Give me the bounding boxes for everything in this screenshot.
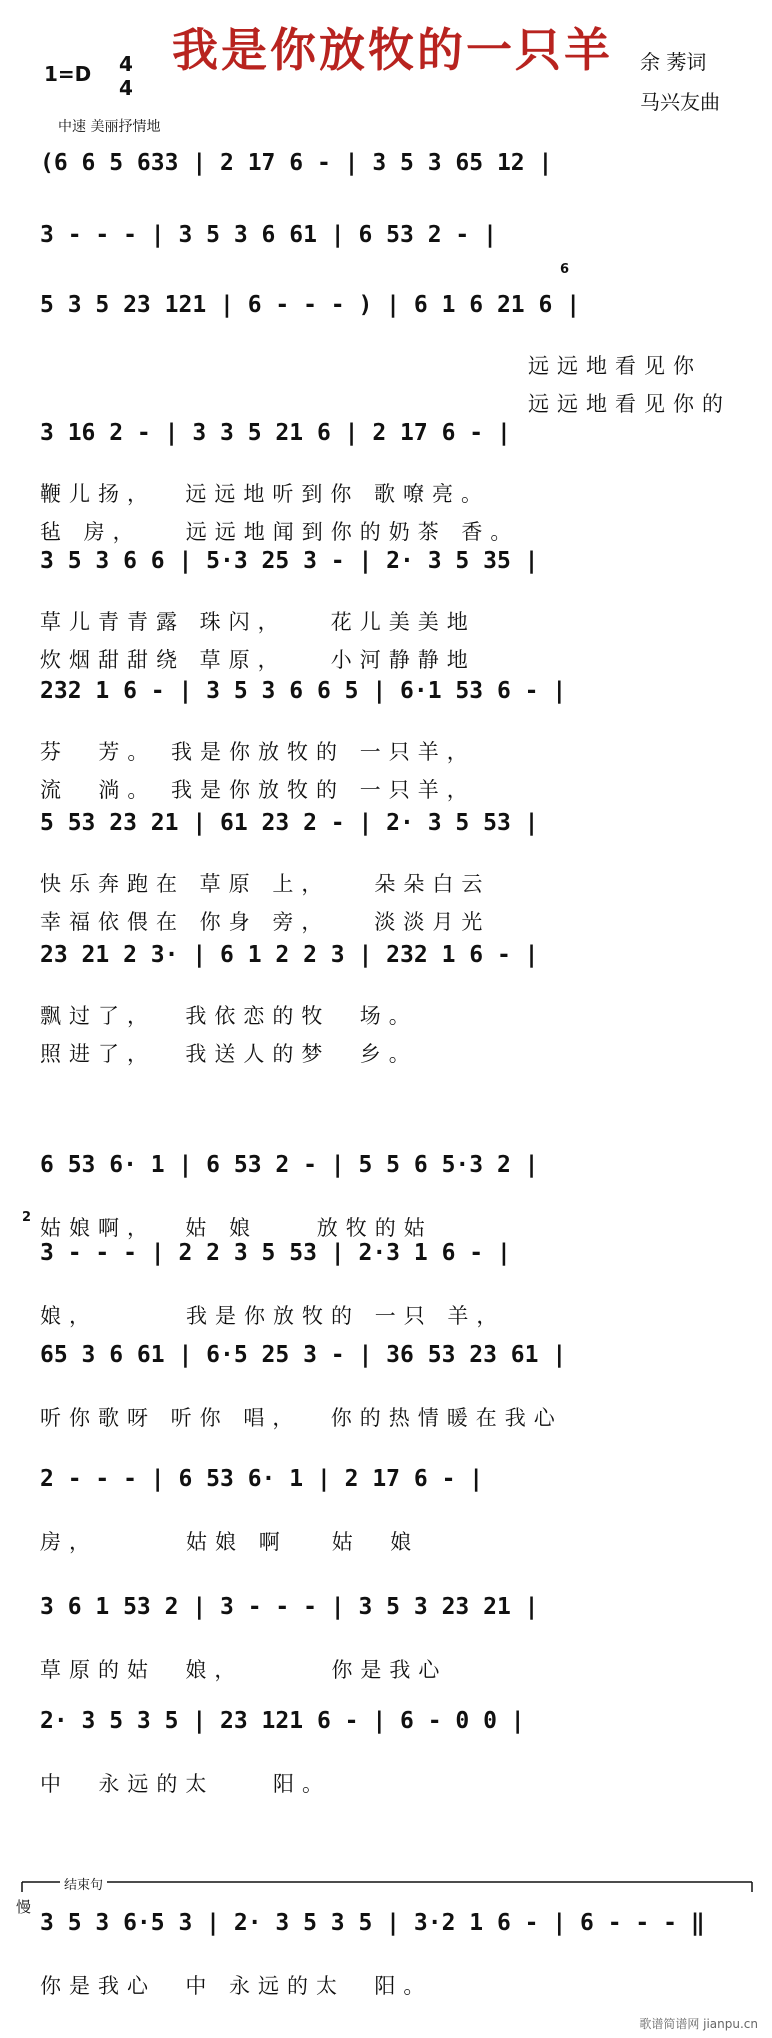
lyric-line-2: 照进了， 我送人的梦 乡。 <box>40 1042 418 1066</box>
watermark: 歌谱简谱网 jianpu.cn <box>639 2017 758 2031</box>
lyric-line-1: 娘， 我是你放牧的 一只 羊， <box>40 1304 506 1328</box>
lyric-line-1: 草原的姑 娘， 你是我心 <box>40 1658 448 1682</box>
lyric-line-2: 毡 房， 远远地闻到你的奶茶 香。 <box>40 520 520 544</box>
lyric-line-1: 姑娘啊， 姑 娘 放牧的姑 <box>40 1216 433 1240</box>
lyric-line-2: 幸福依偎在 你身 旁， 淡淡月光 <box>40 910 491 934</box>
lyric-line-1: 鞭儿扬， 远远地听到你 歌嘹亮。 <box>40 482 491 506</box>
notation-line: 23 21 2 3· | 6 1 2 2 3 | 232 1 6 - | <box>40 942 539 968</box>
lyric-line-2: 远远地看见你的 <box>528 392 731 416</box>
notation-line: 2· 3 5 3 5 | 23 121 6 - | 6 - 0 0 | <box>40 1708 525 1734</box>
lyric-line-1: 芬 芳。 我是你放牧的 一只羊， <box>40 740 476 764</box>
notation-line: 5 3 5 23 121 | 6 - - - ) | 6 1 6 21 6 | <box>40 292 581 318</box>
slow-marking: 慢 <box>16 1898 32 1916</box>
notation-line: 65 3 6 61 | 6·5 25 3 - | 36 53 23 61 | <box>40 1342 567 1368</box>
lyric-line-1: 快乐奔跑在 草原 上， 朵朵白云 <box>40 872 491 896</box>
song-title: 我是你放牧的一只羊 <box>172 23 613 77</box>
notation-line: 2 - - - | 6 53 6· 1 | 2 17 6 - | <box>40 1466 484 1492</box>
notation-line: 3 - - - | 2 2 3 5 53 | 2·3 1 6 - | <box>40 1240 511 1266</box>
notation-line: 6 53 6· 1 | 6 53 2 - | 5 5 6 5·3 2 | <box>40 1152 539 1178</box>
notation-line: 3 5 3 6·5 3 | 2· 3 5 3 5 | 3·2 1 6 - | 6 - - - ‖ <box>40 1910 705 1936</box>
lyricist-credit: 余 莠词 <box>640 50 707 74</box>
key-signature: 1=D <box>44 62 92 86</box>
lyric-line-1: 中 永远的太 阳。 <box>40 1772 332 1796</box>
lyric-line-1: 草儿青青露 珠闪， 花儿美美地 <box>40 610 476 634</box>
notation-line: 3 - - - | 3 5 3 6 61 | 6 53 2 - | <box>40 222 497 248</box>
lyric-line-1: 远远地看见你 <box>528 354 702 378</box>
notation-line: 3 16 2 - | 3 3 5 21 6 | 2 17 6 - | <box>40 420 511 446</box>
composer-credit: 马兴友曲 <box>640 90 720 114</box>
ending-label: 结束句 <box>60 1874 107 1893</box>
time-sig-top: 4 <box>119 52 133 76</box>
lyric-line-2: 炊烟甜甜绕 草原， 小河静静地 <box>40 648 476 672</box>
notation-line: (6 6 5 633 | 2 17 6 - | 3 5 3 65 12 | <box>40 150 553 176</box>
lyric-line-1: 房， 姑娘 啊 姑 娘 <box>40 1530 420 1554</box>
lyric-line-2: 流 淌。 我是你放牧的 一只羊， <box>40 778 476 802</box>
grace-note-3: 6 <box>560 262 570 277</box>
lyric-line-1: 飘过了， 我依恋的牧 场。 <box>40 1004 418 1028</box>
notation-line: 3 5 3 6 6 | 5·3 25 3 - | 2· 3 5 35 | <box>40 548 539 574</box>
notation-line: 3 6 1 53 2 | 3 - - - | 3 5 3 23 21 | <box>40 1594 539 1620</box>
notation-line: 232 1 6 - | 3 5 3 6 6 5 | 6·1 53 6 - | <box>40 678 567 704</box>
grace-note-9: 2 <box>22 1210 32 1225</box>
lyric-line-1: 你是我心 中 永远的太 阳。 <box>40 1974 433 1998</box>
tempo-marking: 中速 美丽抒情地 <box>58 119 161 135</box>
lyric-line-1: 听你歌呀 听你 唱， 你的热情暖在我心 <box>40 1406 563 1430</box>
time-sig-bottom: 4 <box>119 76 133 100</box>
notation-line: 5 53 23 21 | 61 23 2 - | 2· 3 5 53 | <box>40 810 539 836</box>
